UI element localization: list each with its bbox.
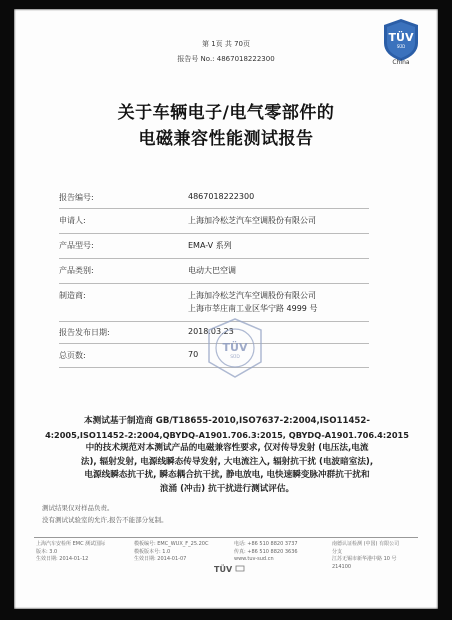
report-number-label: 报告编号: xyxy=(59,193,94,202)
applicant-label: 申请人: xyxy=(59,216,86,225)
footer-divider xyxy=(34,537,418,538)
logo-brand-text: TÜV xyxy=(388,31,414,44)
product-model-label: 产品型号: xyxy=(59,241,94,250)
header-report-number: 报告号 No.: 4867018222300 xyxy=(177,55,275,63)
footer-contact-info: 电话: +86 510 8820 3737 传真: +86 510 8820 3636 www.tuv-sud.cn xyxy=(234,541,298,562)
report-title-line-1: 关于车辆电子/电气零部件的 xyxy=(117,103,335,123)
field-divider xyxy=(59,233,369,234)
field-divider xyxy=(59,258,369,259)
tuv-seal-stamp-icon xyxy=(204,317,266,379)
issue-date-label: 报告发布日期: xyxy=(59,328,110,337)
report-cover-page xyxy=(14,9,438,609)
manufacturer-label: 制造商: xyxy=(59,291,86,300)
manufacturer-address-value: 上海市莘庄南工业区华宁路 4999 号 xyxy=(188,304,318,313)
report-title-line-2: 电磁兼容性能测试报告 xyxy=(138,129,314,149)
manufacturer-name-value: 上海加冷松芝汽车空调股份有限公司 xyxy=(188,291,316,300)
statement-line: 电源线瞬态抗干扰, 瞬态耦合抗干扰, 静电放电, 电快速瞬变脉冲群抗干扰和 xyxy=(84,470,370,481)
footer-company-address: 南德认证检测 (中国) 有限公司 分支 江苏无锡市新华港中路 10 号 214100 xyxy=(332,541,400,570)
footer-logo-text: TÜV xyxy=(214,565,233,573)
report-number-value: 4867018222300 xyxy=(188,192,255,201)
product-category-label: 产品类别: xyxy=(59,266,94,275)
tuv-sud-logo-icon xyxy=(380,17,422,63)
issue-date-value: 2018.03.23 xyxy=(188,327,234,336)
footer-template-info: 模板编号: EMC_WUX_F_25.20C 模板版本号: 1.0 生效日期: 2014-01-07 xyxy=(134,541,209,562)
statement-line: 浪涌 (冲击) 抗干扰进行测试评估。 xyxy=(159,483,295,494)
applicant-value: 上海加冷松芝汽车空调股份有限公司 xyxy=(188,216,316,225)
field-divider xyxy=(59,208,369,209)
disclaimer-line-1: 测试结果仅对样品负责。 xyxy=(42,504,114,512)
statement-line: 4:2005,ISO11452-2:2004,QBYDQ-A1901.706.3:2015, QBYDQ-A1901.706.4:2015 xyxy=(45,429,409,440)
total-pages-value: 70 xyxy=(188,350,199,359)
footer-lab-info: 上海汽车安检所 EMC 测试国际 版本: 3.0 生效日期: 2014-01-12 xyxy=(36,541,106,562)
field-divider xyxy=(59,283,369,284)
statement-line: 中的技术规范对本测试产品的电磁兼容性要求, 仅对传导发射 (电压法,电流 xyxy=(85,443,369,454)
page-counter: 第 1页 共 70页 xyxy=(201,40,251,48)
disclaimer-line-2: 没有测试试验室的允许,报告不能部分复制。 xyxy=(42,516,168,524)
total-pages-label: 总页数: xyxy=(59,351,86,360)
footer-tuv-logo-icon xyxy=(212,564,256,573)
logo-country: China xyxy=(392,59,410,66)
product-model-value: EMA-V 系列 xyxy=(188,241,232,250)
stamp-sub-text: SÜD xyxy=(230,355,240,360)
stamp-brand-text: TÜV xyxy=(222,341,248,354)
product-category-value: 电动大巴空调 xyxy=(188,266,236,275)
statement-line: 法), 辐射发射, 电源线瞬态传导发射, 大电流注入, 辐射抗干扰 (电波暗室法), xyxy=(80,456,374,467)
statement-line: 本测试基于制造商 GB/T18655-2010,ISO7637-2:2004,ISO11452- xyxy=(84,416,370,426)
logo-sub-text: SÜD xyxy=(396,44,406,49)
test-statement xyxy=(44,415,410,497)
